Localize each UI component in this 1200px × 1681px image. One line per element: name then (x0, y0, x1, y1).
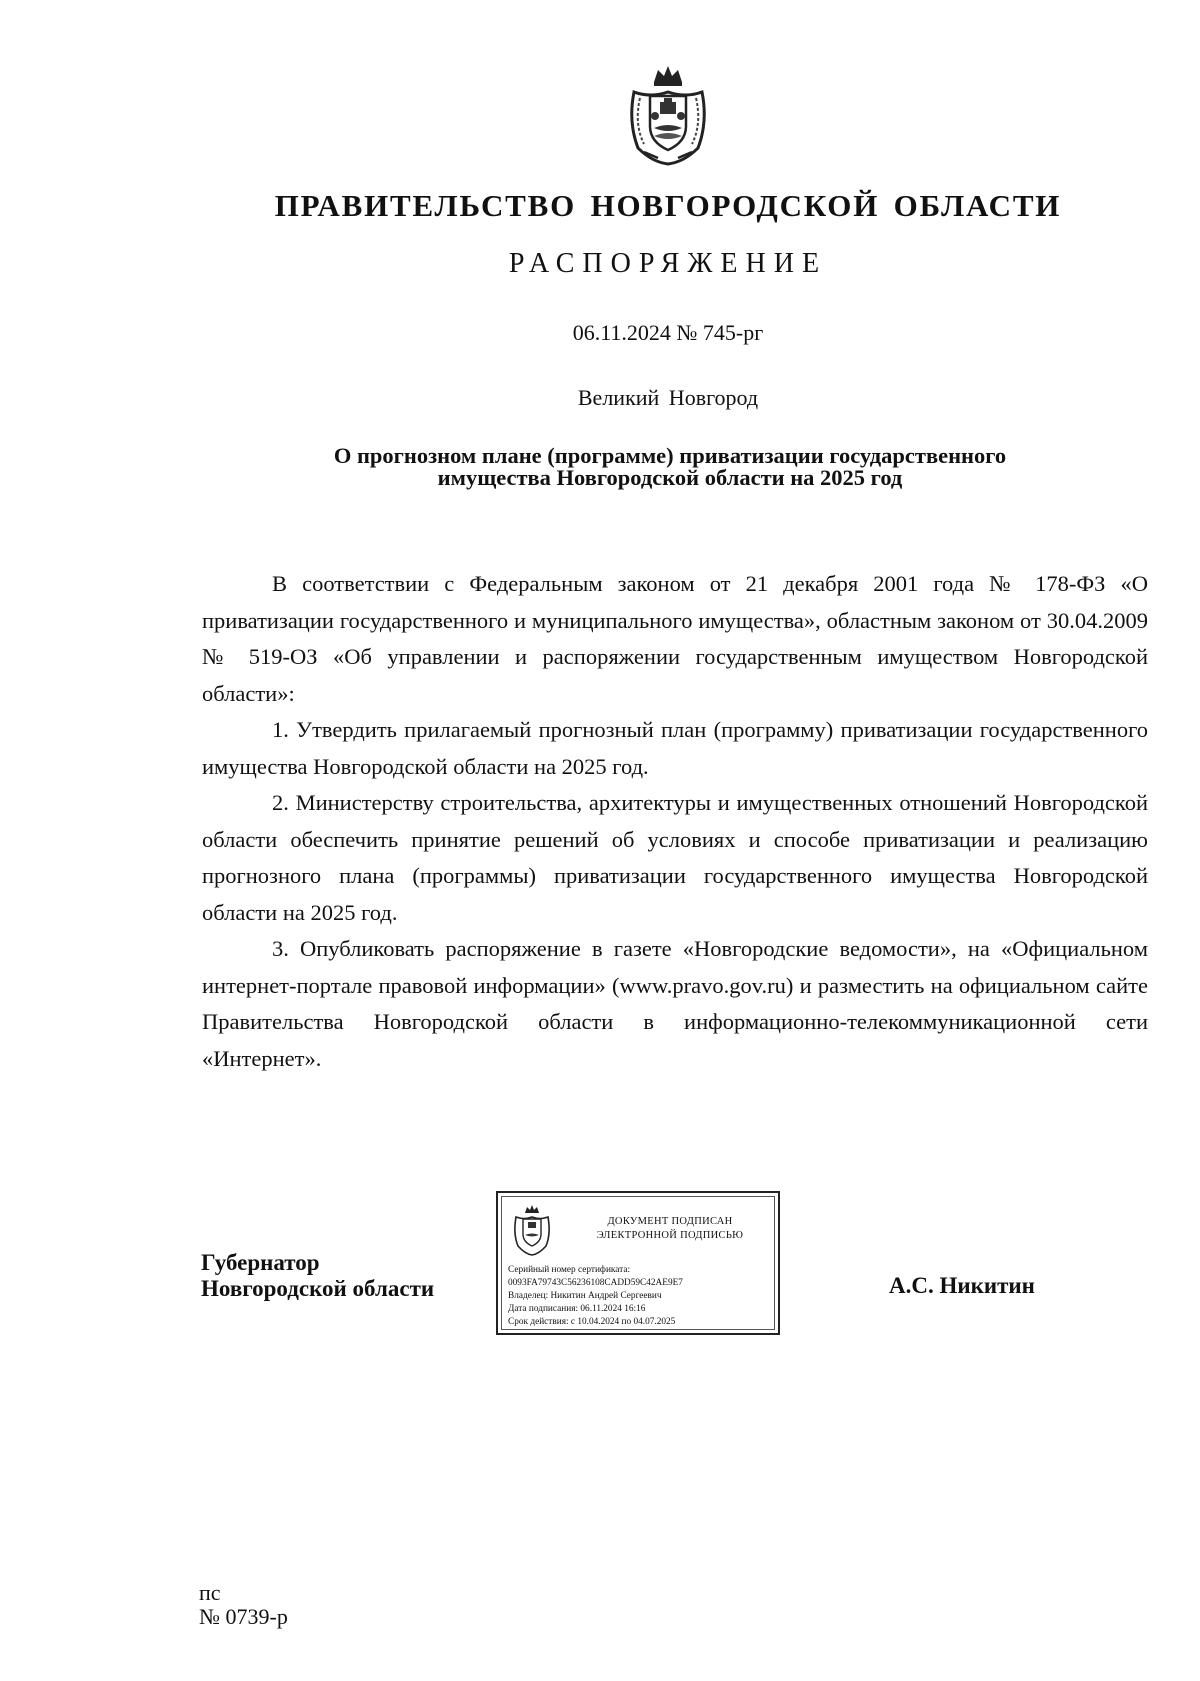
signer-title (201, 1250, 434, 1302)
stamp-cert-label: Серийный номер сертификата: (508, 1265, 631, 1275)
novgorod-coat-of-arms-icon (511, 1204, 553, 1256)
novgorod-coat-of-arms-icon (624, 62, 712, 166)
item-3-paragraph: 3. Опубликовать распоряжение в газете «Новгородские ведомости», на «Официальном интернет-портале правовой информации» (www.pravo.gov.ru) и разместить на официальном сайте Правительства Новгородской области в информационно-телекоммуникационной сети «Интернет». (202, 936, 1148, 1071)
stamp-details (508, 1264, 778, 1329)
stamp-validity: Срок действия: с 10.04.2024 по 04.07.2025 (508, 1317, 676, 1327)
document-body (202, 566, 1148, 1077)
stamp-heading-line-1: ДОКУМЕНТ ПОДПИСАН (607, 1216, 733, 1227)
electronic-signature-stamp (496, 1191, 780, 1335)
item-2-paragraph: 2. Министерству строительства, архитектуры и имущественных отношений Новгородской области обеспечить принятие решений об условиях и способе приватизации и реализацию прогнозного плана (программы) приватизации государственного имущества Новгородской области на 2025 год. (202, 790, 1148, 925)
signer-name: А.С. Никитин (889, 1273, 1035, 1298)
stamp-heading (572, 1215, 768, 1243)
stamp-frame (501, 1196, 775, 1330)
document-type: РАСПОРЯЖЕНИЕ (508, 248, 828, 279)
document-date-number: 06.11.2024 № 745-рг (572, 320, 764, 345)
document-place: Великий Новгород (577, 385, 759, 410)
document-subject (210, 445, 1130, 489)
stamp-cert-number: 0093FA79743C56236108CADD59C42AE9E7 (508, 1278, 683, 1288)
signer-title-line-2: Новгородской области (201, 1276, 435, 1301)
item-1-paragraph: 1. Утвердить прилагаемый прогнозный план (программу) приватизации государственного имущества Новгородской области на 2025 год. (202, 717, 1148, 779)
subject-line-1: О прогнозном плане (программе) приватизации государственного (333, 443, 1007, 468)
stamp-owner: Владелец: Никитин Андрей Сергеевич (508, 1291, 662, 1301)
preamble-paragraph: В соответствии с Федеральным законом от 21 декабря 2001 года № 178-ФЗ «О приватизации государственного и муниципального имущества», областным законом от 30.04.2009 № 519-ОЗ «Об управлении и распоряжении государственным имуществом Новгородской области»: (202, 571, 1148, 706)
signer-title-line-1: Губернатор (201, 1250, 320, 1275)
reference-line-1: пс (199, 1580, 221, 1605)
stamp-heading-line-2: ЭЛЕКТРОННОЙ ПОДПИСЬЮ (596, 1230, 744, 1241)
registration-reference (199, 1581, 288, 1629)
stamp-signed-date: Дата подписания: 06.11.2024 16:16 (508, 1304, 646, 1314)
reference-line-2: № 0739-р (199, 1604, 288, 1629)
government-title: ПРАВИТЕЛЬСТВО НОВГОРОДСКОЙ ОБЛАСТИ (274, 188, 1062, 223)
subject-line-2: имущества Новгородской области на 2025 год (437, 465, 903, 490)
